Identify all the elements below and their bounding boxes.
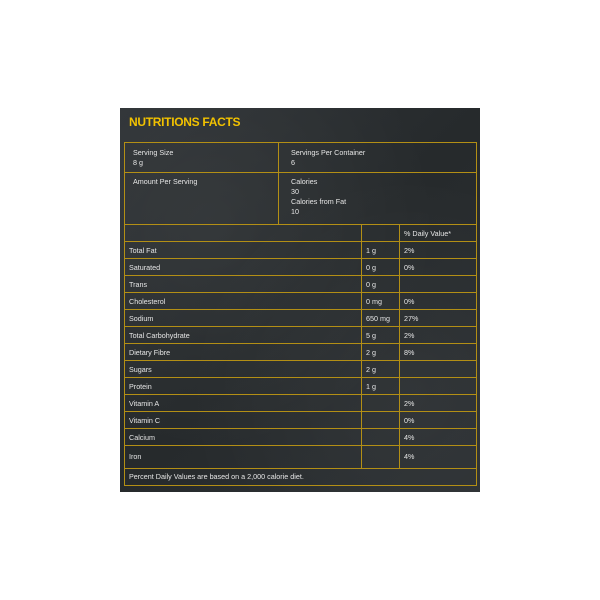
row-divider — [124, 275, 477, 276]
footnote: Percent Daily Values are based on a 2,000 calorie diet. — [129, 472, 304, 481]
amount-per-serving-label: Amount Per Serving — [133, 177, 198, 186]
nutrient-daily-value: 2% — [404, 246, 415, 255]
row-divider — [124, 428, 477, 429]
nutrient-name: Trans — [129, 280, 148, 289]
nutrient-name: Vitamin C — [129, 416, 161, 425]
nutrient-daily-value: 4% — [404, 452, 415, 461]
header-divider-2 — [124, 224, 477, 225]
header-column-divider — [278, 142, 279, 224]
nutrient-name: Total Carbohydrate — [129, 331, 190, 340]
panel-title: NUTRITIONS FACTS — [129, 115, 241, 129]
nutrient-daily-value: 2% — [404, 331, 415, 340]
nutrient-amount: 650 mg — [366, 314, 390, 323]
nutrient-name: Vitamin A — [129, 399, 160, 408]
nutrient-amount: 1 g — [366, 246, 376, 255]
serving-size-value: 8 g — [133, 158, 143, 167]
row-divider — [124, 445, 477, 446]
nutrient-amount: 2 g — [366, 365, 376, 374]
calories-from-fat-label: Calories from Fat — [291, 197, 347, 206]
nutrient-daily-value: 4% — [404, 433, 415, 442]
nutrient-name: Dietary Fibre — [129, 348, 171, 357]
nutrient-daily-value: 8% — [404, 348, 415, 357]
servings-per-container-value: 6 — [291, 158, 295, 167]
nutrient-daily-value: 0% — [404, 297, 415, 306]
row-divider — [124, 241, 477, 242]
nutrient-name: Iron — [129, 452, 142, 461]
nutrient-amount: 0 mg — [366, 297, 382, 306]
serving-size-label: Serving Size — [133, 148, 174, 157]
row-divider — [124, 258, 477, 259]
row-divider — [124, 411, 477, 412]
row-divider — [124, 394, 477, 395]
nutrient-name: Cholesterol — [129, 297, 166, 306]
nutrient-amount: 5 g — [366, 331, 376, 340]
nutrient-name: Sodium — [129, 314, 154, 323]
header-divider-1 — [124, 172, 477, 173]
table-border-bottom — [124, 485, 477, 486]
nutrient-daily-value: 2% — [404, 399, 415, 408]
nutrient-amount: 0 g — [366, 263, 376, 272]
table-border-right — [476, 142, 477, 486]
nutrient-name: Protein — [129, 382, 152, 391]
nutrient-name: Sugars — [129, 365, 152, 374]
daily-value-header: % Daily Value* — [404, 229, 452, 238]
table-border-top — [124, 142, 477, 143]
nutrient-daily-value: 0% — [404, 416, 415, 425]
row-divider — [124, 377, 477, 378]
nutrient-amount: 1 g — [366, 382, 376, 391]
nutrient-name: Total Fat — [129, 246, 157, 255]
row-divider — [124, 292, 477, 293]
nutrient-name: Saturated — [129, 263, 161, 272]
nutrient-name: Calcium — [129, 433, 155, 442]
row-divider — [124, 360, 477, 361]
column-divider-dv — [399, 224, 400, 468]
column-divider-amount — [361, 224, 362, 468]
nutrient-daily-value: 0% — [404, 263, 415, 272]
calories-value: 30 — [291, 187, 299, 196]
nutrient-amount: 2 g — [366, 348, 376, 357]
nutrient-daily-value: 27% — [404, 314, 419, 323]
servings-per-container-label: Servings Per Container — [291, 148, 366, 157]
row-divider — [124, 309, 477, 310]
table-border-left — [124, 142, 125, 486]
nutrient-amount: 0 g — [366, 280, 376, 289]
nutrition-facts-panel — [120, 108, 480, 492]
row-divider — [124, 326, 477, 327]
row-divider — [124, 343, 477, 344]
calories-from-fat-value: 10 — [291, 207, 299, 216]
calories-label: Calories — [291, 177, 318, 186]
row-divider — [124, 468, 477, 469]
